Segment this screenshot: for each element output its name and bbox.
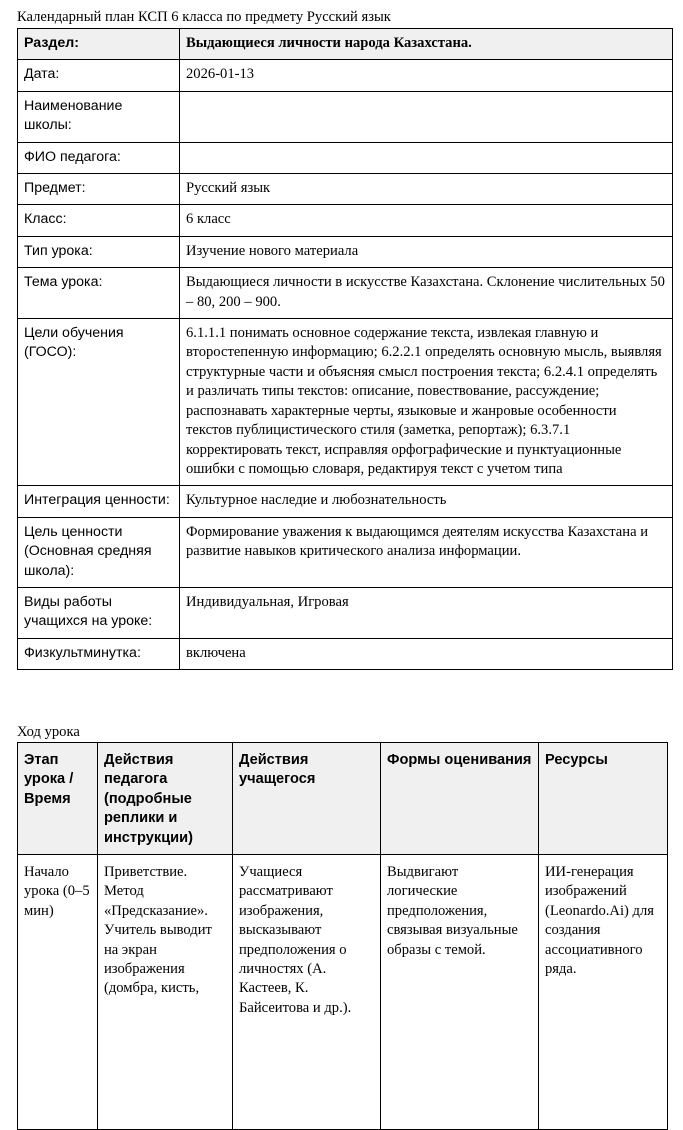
info-row-value-integration xyxy=(18,486,673,517)
info-value: Русский язык xyxy=(180,174,673,205)
info-label: Тема урока: xyxy=(18,268,180,319)
lesson-progress-title: Ход урока xyxy=(17,724,80,740)
document-title: Календарный план КСП 6 класса по предмету Русский язык xyxy=(17,9,391,25)
lesson-progress-table xyxy=(17,742,668,1130)
info-row-grade xyxy=(18,205,673,236)
info-row-section xyxy=(18,29,673,60)
info-value: Изучение нового материала xyxy=(180,236,673,267)
info-label: Наименование школы: xyxy=(18,91,180,142)
info-value: 6.1.1.1 понимать основное содержание текста, извлекая главную и второстепенную информацию; 6.2.2.1 определять основную мысль, выявляя структурные части и объясняя смысл построения текста; 6.2.4.1 определять и различать типы текстов: описание, повествование, рассуждение; распознавать характерные черты, языковые и жанровые особенности текстов публицистического стиля (заметка, репортаж); 6.3.7.1 корректировать текст, исправляя орфографические и пунктуационные ошибки с помощью словаря, редактируя текст с учетом типа xyxy=(180,319,673,486)
info-value: 2026-01-13 xyxy=(180,60,673,91)
column-header-teacher-actions: Действия педагога (подробные реплики и инструкции) xyxy=(98,743,233,855)
column-header-resources: Ресурсы xyxy=(539,743,668,855)
lesson-header-row xyxy=(18,743,668,855)
info-label: Тип урока: xyxy=(18,236,180,267)
info-row-lesson-type xyxy=(18,236,673,267)
info-value: включена xyxy=(180,638,673,669)
info-value xyxy=(180,142,673,173)
info-label: Интеграция ценности: xyxy=(18,486,180,517)
info-label: Предмет: xyxy=(18,174,180,205)
lesson-info-table xyxy=(17,28,673,670)
cell-assessment: Выдвигают логические предположения, связывая визуальные образы с темой. xyxy=(381,855,539,1130)
info-row-work-types xyxy=(18,587,673,638)
info-row-value-goal xyxy=(18,517,673,587)
column-header-student-actions: Действия учащегося xyxy=(233,743,381,855)
info-value: 6 класс xyxy=(180,205,673,236)
info-label: Класс: xyxy=(18,205,180,236)
column-header-assessment: Формы оценивания xyxy=(381,743,539,855)
info-label: ФИО педагога: xyxy=(18,142,180,173)
info-row-subject xyxy=(18,174,673,205)
info-label: Цели обучения (ГОСО): xyxy=(18,319,180,486)
info-row-school xyxy=(18,91,673,142)
cell-student-actions: Учащиеся рассматривают изображения, высказывают предположения о личностях (А. Кастеев, К. Байсеитова и др.). xyxy=(233,855,381,1130)
info-row-date xyxy=(18,60,673,91)
info-row-physical-break xyxy=(18,638,673,669)
cell-resources: ИИ-генерация изображений (Leonardo.Ai) для создания ассоциативного ряда. xyxy=(539,855,668,1130)
info-row-teacher xyxy=(18,142,673,173)
column-header-stage: Этап урока / Время xyxy=(18,743,98,855)
info-label: Дата: xyxy=(18,60,180,91)
info-label: Раздел: xyxy=(18,29,180,60)
info-label: Виды работы учащихся на уроке: xyxy=(18,587,180,638)
info-label: Физкультминутка: xyxy=(18,638,180,669)
info-row-topic xyxy=(18,268,673,319)
info-value xyxy=(180,91,673,142)
info-value: Индивидуальная, Игровая xyxy=(180,587,673,638)
info-row-learning-goals xyxy=(18,319,673,486)
info-value: Выдающиеся личности в искусстве Казахстана. Склонение числительных 50 – 80, 200 – 900. xyxy=(180,268,673,319)
info-label: Цель ценности (Основная средняя школа): xyxy=(18,517,180,587)
cell-stage: Начало урока (0–5 мин) xyxy=(18,855,98,1130)
cell-teacher-actions: Приветствие. Метод «Предсказание». Учитель выводит на экран изображения (домбра, кисть, xyxy=(98,855,233,1130)
info-value: Выдающиеся личности народа Казахстана. xyxy=(180,29,673,60)
lesson-row xyxy=(18,855,668,1130)
info-value: Формирование уважения к выдающимся деятелям искусства Казахстана и развитие навыков критического анализа информации. xyxy=(180,517,673,587)
info-value: Культурное наследие и любознательность xyxy=(180,486,673,517)
